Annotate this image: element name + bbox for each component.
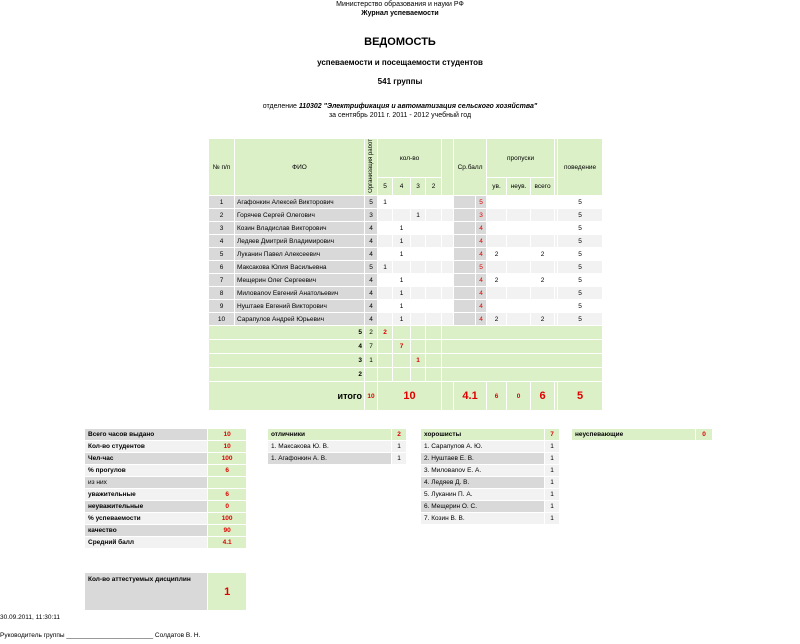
grade-g4: 1 [393, 300, 411, 313]
stat-row [85, 429, 247, 441]
absences-unexcused [507, 222, 531, 235]
summary-filler [442, 368, 603, 382]
grade-g5: 1 [378, 261, 393, 274]
page-subtitle: успеваемости и посещаемости студентов [317, 58, 483, 67]
row-number: 9 [209, 300, 235, 313]
grade-g2 [426, 300, 442, 313]
student-entry: 4. Ледяев Д. В. [421, 477, 545, 489]
ministry-title: Министерство образования и науки РФ [336, 1, 464, 8]
absences-unexcused [507, 274, 531, 287]
good-label: хорошисты [421, 429, 545, 441]
stat-row [85, 489, 247, 501]
student-value: 1 [545, 465, 560, 477]
disciplines-count: 3 [365, 209, 378, 222]
spacer-cell [442, 300, 454, 313]
grade-g4: 1 [393, 235, 411, 248]
spacer-cell [454, 222, 476, 235]
absences-excused: 2 [487, 313, 507, 326]
grade-col-3: 3 [411, 178, 426, 196]
absences-total [531, 209, 555, 222]
grade-g2 [426, 313, 442, 326]
excellent-table [267, 428, 407, 465]
total-excused: 6 [487, 382, 507, 411]
list-item [421, 513, 560, 525]
stat-row [85, 477, 247, 489]
student-name: Максакова Юлия Васильевна [235, 261, 365, 274]
summary-count: 7 [365, 340, 378, 354]
excellent-label: отличники [268, 429, 392, 441]
absences-total [531, 196, 555, 209]
row-number: 8 [209, 287, 235, 300]
good-count: 7 [545, 429, 560, 441]
summary-g2 [426, 368, 442, 382]
summary-g5 [378, 354, 393, 368]
absences-total [531, 222, 555, 235]
spacer-cell [442, 139, 454, 196]
stat-row [85, 453, 247, 465]
row-number: 6 [209, 261, 235, 274]
summary-g2 [426, 340, 442, 354]
grade-g2 [426, 196, 442, 209]
row-number: 7 [209, 274, 235, 287]
table-row [209, 287, 603, 300]
list-item [421, 453, 560, 465]
total-behavior: 5 [558, 382, 603, 411]
grade-g4: 1 [393, 222, 411, 235]
table-row [209, 313, 603, 326]
disciplines-label: Кол-во аттестуемых дисциплин [85, 573, 208, 611]
student-name: Луканин Павел Алексеевич [235, 248, 365, 261]
period-line: за сентябрь 2011 г. 2011 - 2012 учебный год [328, 112, 472, 119]
list-item [421, 501, 560, 513]
stat-label: Чел-час [85, 453, 208, 465]
summary-row [209, 368, 603, 382]
col-absences-header: пропуски [487, 139, 555, 178]
summary-g2 [426, 326, 442, 340]
summary-filler [442, 326, 603, 340]
summary-grade: 5 [209, 326, 365, 340]
spacer-cell [442, 382, 454, 411]
spacer-cell [454, 235, 476, 248]
absences-total [531, 235, 555, 248]
journal-title: Журнал успеваемости [361, 10, 439, 17]
summary-grade: 4 [209, 340, 365, 354]
stat-value: 6 [208, 489, 247, 501]
absences-excused [487, 261, 507, 274]
signature-line: Руководитель группы ________________________ Солдатов В. Н. [0, 632, 201, 639]
student-entry: 1. Сарапулов А. Ю. [421, 441, 545, 453]
behavior-grade: 5 [558, 287, 603, 300]
list-item [421, 477, 560, 489]
stat-value: 100 [208, 513, 247, 525]
stat-value: 4.1 [208, 537, 247, 549]
stat-label: неуважительные [85, 501, 208, 513]
average-grade: 4 [476, 222, 487, 235]
absences-unexcused [507, 209, 531, 222]
spacer-cell [442, 274, 454, 287]
student-name: Агафонкин Алексей Викторович [235, 196, 365, 209]
grade-g5 [378, 209, 393, 222]
summary-row [209, 354, 603, 368]
disciplines-count: 5 [365, 196, 378, 209]
behavior-grade: 5 [558, 222, 603, 235]
absences-excused [487, 235, 507, 248]
stat-value [208, 477, 247, 489]
grade-g3 [411, 261, 426, 274]
stat-label: Всего часов выдано [85, 429, 208, 441]
row-number: 3 [209, 222, 235, 235]
spacer-cell [454, 196, 476, 209]
student-name: Миловanov Евгений Анатольевич [235, 287, 365, 300]
spacer-cell [442, 235, 454, 248]
absences-total: 2 [531, 248, 555, 261]
disciplines-count: 4 [365, 287, 378, 300]
spacer-cell [442, 287, 454, 300]
table-row [209, 196, 603, 209]
absences-excused [487, 300, 507, 313]
row-number: 5 [209, 248, 235, 261]
summary-grade: 2 [209, 368, 365, 382]
department-prefix: отделение [262, 103, 297, 110]
student-entry: 6. Мещерин О. С. [421, 501, 545, 513]
grade-col-2: 2 [426, 178, 442, 196]
summary-count: 1 [365, 354, 378, 368]
absences-excused: 2 [487, 274, 507, 287]
grade-g3 [411, 300, 426, 313]
absences-unexcused [507, 248, 531, 261]
spacer-cell [442, 248, 454, 261]
failing-count: 0 [696, 429, 713, 441]
spacer-cell [454, 248, 476, 261]
average-grade: 5 [476, 196, 487, 209]
summary-row [209, 326, 603, 340]
summary-g3: 1 [411, 354, 426, 368]
stat-label: % прогулов [85, 465, 208, 477]
student-value: 1 [392, 441, 407, 453]
list-item [268, 441, 407, 453]
absences-excused [487, 287, 507, 300]
student-entry: 2. Нуштаев Е. В. [421, 453, 545, 465]
student-entry: 7. Козин В. В. [421, 513, 545, 525]
grade-g3 [411, 274, 426, 287]
col-disciplines-label: Организация работ [368, 139, 374, 193]
spacer-cell [442, 222, 454, 235]
student-entry: 5. Луканин П. А. [421, 489, 545, 501]
average-grade: 4 [476, 313, 487, 326]
row-number: 10 [209, 313, 235, 326]
absences-unexcused [507, 313, 531, 326]
grade-g3 [411, 196, 426, 209]
absences-excused [487, 209, 507, 222]
absences-unexcused [507, 261, 531, 274]
student-value: 1 [545, 441, 560, 453]
table-row [209, 248, 603, 261]
total-grades: 10 [378, 382, 442, 411]
student-value: 1 [545, 513, 560, 525]
stat-value: 100 [208, 453, 247, 465]
behavior-grade: 5 [558, 313, 603, 326]
total-row [209, 382, 603, 411]
summary-count [365, 368, 378, 382]
stat-value: 10 [208, 441, 247, 453]
table-row [209, 209, 603, 222]
spacer-cell [442, 313, 454, 326]
grade-g5 [378, 300, 393, 313]
absences-excused [487, 196, 507, 209]
summary-grade: 3 [209, 354, 365, 368]
average-grade: 4 [476, 248, 487, 261]
grade-g3: 1 [411, 209, 426, 222]
grade-g4 [393, 261, 411, 274]
behavior-grade: 5 [558, 209, 603, 222]
stat-label: Кол-во студентов [85, 441, 208, 453]
disciplines-count: 5 [365, 261, 378, 274]
col-behavior-header: поведение [558, 139, 603, 196]
absence-col-total: всего [531, 178, 555, 196]
col-grades-header: кол-во [378, 139, 442, 178]
row-number: 1 [209, 196, 235, 209]
absences-total [531, 261, 555, 274]
summary-filler [442, 340, 603, 354]
disciplines-value: 1 [208, 573, 247, 611]
stat-value: 0 [208, 501, 247, 513]
average-grade: 4 [476, 300, 487, 313]
failing-table [571, 428, 713, 441]
student-value: 1 [545, 453, 560, 465]
absences-total: 2 [531, 313, 555, 326]
stat-row [85, 465, 247, 477]
stat-value: 90 [208, 525, 247, 537]
grade-g5 [378, 222, 393, 235]
stats-table [84, 428, 247, 549]
spacer-cell [454, 313, 476, 326]
grade-g4: 1 [393, 287, 411, 300]
student-value: 1 [392, 453, 407, 465]
student-value: 1 [545, 501, 560, 513]
grade-g2 [426, 248, 442, 261]
grade-g2 [426, 209, 442, 222]
disciplines-count: 4 [365, 300, 378, 313]
excellent-count: 2 [392, 429, 407, 441]
total-unexcused: 0 [507, 382, 531, 411]
absences-unexcused [507, 235, 531, 248]
absences-unexcused [507, 287, 531, 300]
absences-unexcused [507, 300, 531, 313]
behavior-grade: 5 [558, 235, 603, 248]
behavior-grade: 5 [558, 300, 603, 313]
absences-total [531, 287, 555, 300]
summary-g4 [393, 368, 411, 382]
grade-g3 [411, 313, 426, 326]
grade-g2 [426, 261, 442, 274]
grade-g2 [426, 222, 442, 235]
absences-total: 2 [531, 274, 555, 287]
table-row [209, 300, 603, 313]
student-name: Горячев Сергей Олегович [235, 209, 365, 222]
excellent-header [268, 429, 407, 441]
grade-g5 [378, 235, 393, 248]
stat-row [85, 501, 247, 513]
stat-row [85, 525, 247, 537]
stat-label: уважительные [85, 489, 208, 501]
summary-g5 [378, 368, 393, 382]
grade-g4: 1 [393, 274, 411, 287]
spacer-cell [442, 209, 454, 222]
col-disciplines-header [365, 139, 378, 196]
list-item [421, 441, 560, 453]
average-grade: 5 [476, 261, 487, 274]
summary-g5 [378, 340, 393, 354]
page-title: ВЕДОМОСТЬ [364, 36, 436, 48]
spacer-cell [454, 287, 476, 300]
department-name: 110302 "Электрификация и автоматизация сельского хозяйства" [298, 103, 538, 110]
stat-label: Средний балл [85, 537, 208, 549]
col-avg-header: Ср.балл [454, 139, 487, 196]
grade-g5 [378, 274, 393, 287]
summary-count: 2 [365, 326, 378, 340]
summary-g3 [411, 368, 426, 382]
grade-g5 [378, 248, 393, 261]
disciplines-count: 4 [365, 248, 378, 261]
student-entry: 1. Агафонкин А. В. [268, 453, 392, 465]
disciplines-table [84, 572, 247, 611]
grade-g3 [411, 235, 426, 248]
student-value: 1 [545, 477, 560, 489]
list-item [268, 453, 407, 465]
absence-col-excused: ув. [487, 178, 507, 196]
summary-row [209, 340, 603, 354]
grade-g4: 1 [393, 248, 411, 261]
summary-g4 [393, 326, 411, 340]
stat-row [85, 537, 247, 549]
spacer-cell [454, 274, 476, 287]
disciplines-count: 4 [365, 222, 378, 235]
list-item [421, 489, 560, 501]
student-name: Сарапулов Андрей Юрьевич [235, 313, 365, 326]
stat-label: % успеваемости [85, 513, 208, 525]
total-average: 4.1 [454, 382, 487, 411]
grade-g3 [411, 287, 426, 300]
row-number: 2 [209, 209, 235, 222]
total-disciplines: 10 [365, 382, 378, 411]
spacer-cell [442, 196, 454, 209]
list-item [421, 465, 560, 477]
summary-g3 [411, 340, 426, 354]
report-datetime: 30.09.2011, 11:30:11 [0, 614, 60, 621]
summary-g4 [393, 354, 411, 368]
table-row [209, 261, 603, 274]
col-name-header: ФИО [235, 139, 365, 196]
grade-col-4: 4 [393, 178, 411, 196]
grade-g4 [393, 196, 411, 209]
student-name: Козин Владислав Викторович [235, 222, 365, 235]
summary-g3 [411, 326, 426, 340]
group-title: 541 группы [377, 77, 423, 86]
absences-excused [487, 222, 507, 235]
stat-value: 10 [208, 429, 247, 441]
average-grade: 3 [476, 209, 487, 222]
average-grade: 4 [476, 287, 487, 300]
grade-g2 [426, 235, 442, 248]
disciplines-count: 4 [365, 313, 378, 326]
disciplines-count: 4 [365, 274, 378, 287]
good-header [421, 429, 560, 441]
grade-g5: 1 [378, 196, 393, 209]
absences-unexcused [507, 196, 531, 209]
table-row [209, 274, 603, 287]
disciplines-count: 4 [365, 235, 378, 248]
grade-g4: 1 [393, 313, 411, 326]
stat-label: качество [85, 525, 208, 537]
spacer-cell [454, 209, 476, 222]
good-table [420, 428, 560, 525]
absence-col-unexcused: неув. [507, 178, 531, 196]
student-entry: 1. Максакова Ю. В. [268, 441, 392, 453]
grade-g5 [378, 287, 393, 300]
stat-row [85, 513, 247, 525]
behavior-grade: 5 [558, 261, 603, 274]
table-row [209, 222, 603, 235]
behavior-grade: 5 [558, 274, 603, 287]
grade-g2 [426, 287, 442, 300]
student-value: 1 [545, 489, 560, 501]
table-row [209, 235, 603, 248]
grade-g5 [378, 313, 393, 326]
student-name: Ледяев Дмитрий Владимирович [235, 235, 365, 248]
student-entry: 3. Миловanov Е. А. [421, 465, 545, 477]
average-grade: 4 [476, 274, 487, 287]
behavior-grade: 5 [558, 196, 603, 209]
grades-table [208, 138, 603, 411]
student-name: Мещерин Олег Сергеевич [235, 274, 365, 287]
spacer-cell [454, 261, 476, 274]
stat-value: 6 [208, 465, 247, 477]
average-grade: 4 [476, 235, 487, 248]
total-absences: 6 [531, 382, 555, 411]
row-number: 4 [209, 235, 235, 248]
stat-row [85, 441, 247, 453]
grade-g4 [393, 209, 411, 222]
total-label: итого [209, 382, 365, 411]
summary-g2 [426, 354, 442, 368]
summary-g5: 2 [378, 326, 393, 340]
col-num-header: № п/п [209, 139, 235, 196]
absences-excused: 2 [487, 248, 507, 261]
behavior-grade: 5 [558, 248, 603, 261]
absences-total [531, 300, 555, 313]
summary-filler [442, 354, 603, 368]
failing-label: неуспевающие [572, 429, 696, 441]
grade-col-5: 5 [378, 178, 393, 196]
grade-g2 [426, 274, 442, 287]
summary-g4: 7 [393, 340, 411, 354]
grade-g3 [411, 248, 426, 261]
spacer-cell [442, 261, 454, 274]
student-name: Нуштаев Евгений Викторович [235, 300, 365, 313]
spacer-cell [454, 300, 476, 313]
grade-g3 [411, 222, 426, 235]
department-line [0, 103, 800, 110]
stat-label: из них [85, 477, 208, 489]
